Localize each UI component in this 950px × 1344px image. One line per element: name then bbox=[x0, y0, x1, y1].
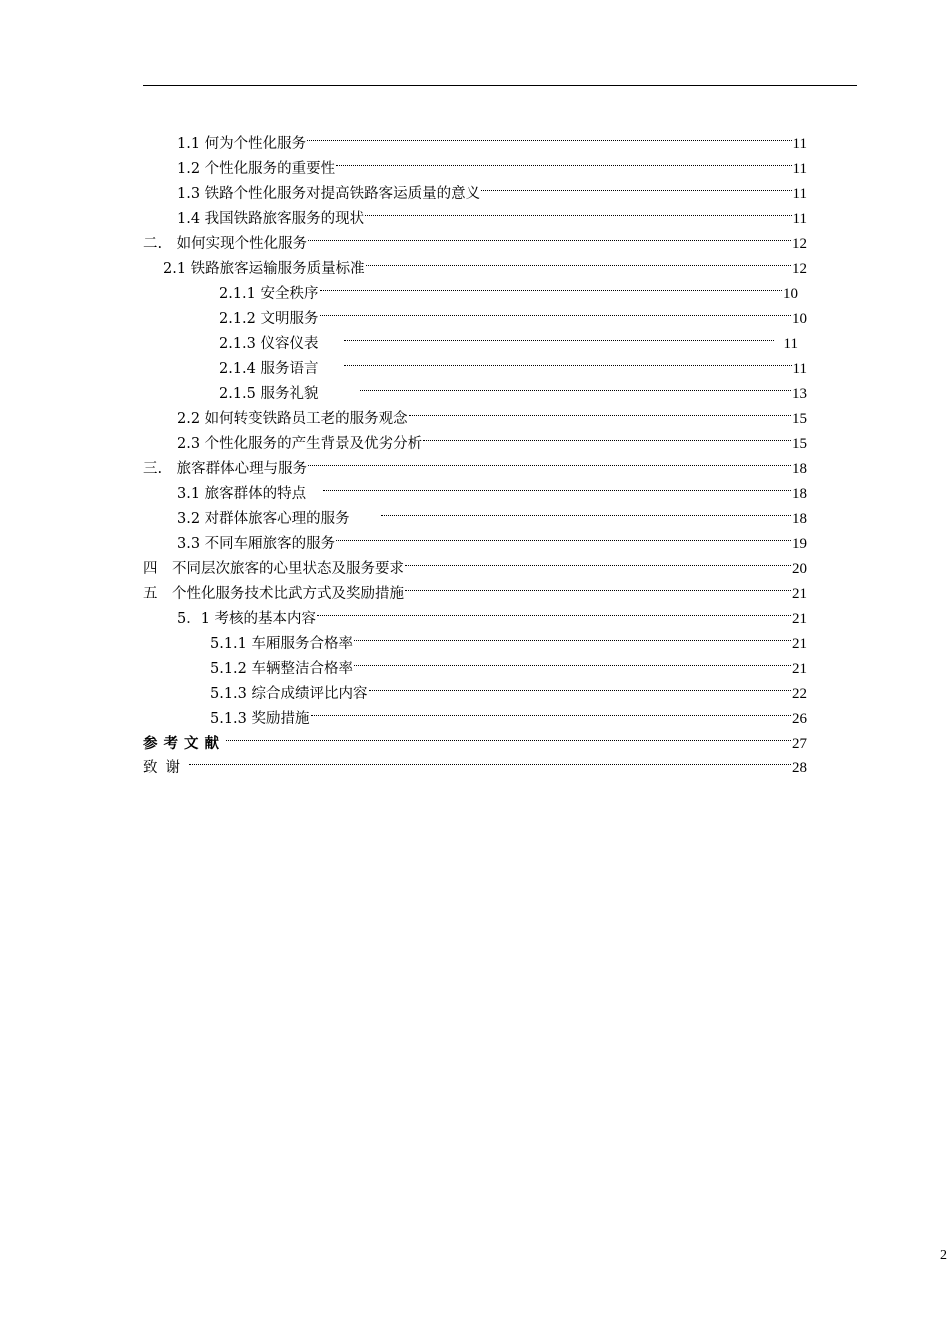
toc-entry-2-1-2[interactable] bbox=[219, 298, 807, 327]
toc-entry-2-3[interactable] bbox=[177, 423, 807, 452]
toc-entry-text: 五 个性化服务技术比武方式及奖励措施 bbox=[143, 586, 404, 602]
toc-page-number: 18 bbox=[792, 486, 807, 502]
toc-leader-dots bbox=[336, 523, 791, 548]
toc-page-number: 10 bbox=[792, 311, 807, 327]
toc-page-number: 22 bbox=[792, 686, 807, 702]
toc-leader-dots bbox=[308, 223, 791, 248]
toc-entry-5-1[interactable] bbox=[177, 598, 807, 627]
toc-entry-3-2[interactable] bbox=[177, 498, 807, 527]
toc-leader-dots bbox=[405, 573, 791, 598]
toc-entry-3-1[interactable] bbox=[177, 473, 807, 502]
toc-entry-text: 四 不同层次旅客的心里状态及服务要求 bbox=[143, 561, 404, 577]
toc-leader-dots bbox=[189, 747, 791, 772]
toc-entry-acknowledgements[interactable] bbox=[143, 747, 807, 776]
toc-page-number: 26 bbox=[792, 711, 807, 727]
toc-entry-5-1-3-reward[interactable] bbox=[210, 698, 807, 727]
toc-entry-text: 5.1.3 奖励措施 bbox=[210, 711, 310, 727]
toc-leader-dots bbox=[365, 198, 791, 223]
toc-entry-chapter-2[interactable] bbox=[143, 223, 807, 252]
toc-page-number: 11 bbox=[792, 161, 807, 177]
toc-leader-dots bbox=[354, 623, 791, 648]
toc-leader-dots bbox=[317, 598, 791, 623]
toc-page-number: 21 bbox=[792, 611, 807, 627]
page-number: 2 bbox=[940, 1248, 947, 1263]
toc-entry-3-3[interactable] bbox=[177, 523, 807, 552]
toc-page-number: 11 bbox=[792, 186, 807, 202]
toc-leader-dots bbox=[366, 248, 791, 273]
toc-entry-text: 5．1 考核的基本内容 bbox=[177, 611, 317, 627]
toc-entry-text: 2.2 如何转变铁路员工老的服务观念 bbox=[177, 411, 408, 427]
toc-entry-text: 2.1 铁路旅客运输服务质量标准 bbox=[163, 261, 365, 277]
toc-leader-dots bbox=[409, 398, 791, 423]
toc-leader-dots bbox=[481, 173, 791, 198]
toc-leader-dots bbox=[320, 273, 782, 298]
toc-entry-text: 二. 如何实现个性化服务 bbox=[143, 236, 308, 252]
toc-entry-text: 2.1.1 安全秩序 bbox=[219, 286, 319, 302]
toc-leader-dots bbox=[308, 448, 791, 473]
toc-leader-dots bbox=[381, 498, 791, 523]
toc-leader-dots bbox=[344, 348, 792, 373]
toc-page-number: 15 bbox=[792, 411, 807, 427]
toc-leader-dots bbox=[354, 648, 791, 673]
toc-entry-text: 1.2 个性化服务的重要性 bbox=[177, 161, 336, 177]
toc-entry-chapter-4[interactable] bbox=[143, 548, 807, 577]
toc-entry-text: 1.1 何为个性化服务 bbox=[177, 136, 307, 152]
toc-leader-dots bbox=[311, 698, 791, 723]
toc-entry-text: 1.3 铁路个性化服务对提高铁路客运质量的意义 bbox=[177, 186, 481, 202]
toc-leader-dots bbox=[344, 323, 774, 348]
toc-entry-1-1[interactable] bbox=[177, 123, 807, 152]
header-rule bbox=[143, 85, 857, 86]
toc-page-number: 12 bbox=[792, 261, 807, 277]
toc-page-number: 27 bbox=[792, 736, 807, 752]
toc-leader-dots bbox=[320, 298, 791, 323]
toc-entry-text: 5.1.3 综合成绩评比内容 bbox=[210, 686, 368, 702]
toc-page-number: 20 bbox=[792, 561, 807, 577]
toc-entry-text: 三. 旅客群体心理与服务 bbox=[143, 461, 308, 477]
toc-page-number: 18 bbox=[792, 461, 807, 477]
toc-leader-dots bbox=[307, 123, 791, 148]
toc-entry-text: 致谢 bbox=[143, 760, 188, 776]
toc-entry-text: 2.1.2 文明服务 bbox=[219, 311, 319, 327]
toc-page-number: 28 bbox=[792, 760, 807, 776]
toc-page-number: 19 bbox=[792, 536, 807, 552]
toc-leader-dots bbox=[360, 373, 791, 398]
toc-page-number: 21 bbox=[792, 636, 807, 652]
toc-entry-1-3[interactable] bbox=[177, 173, 807, 202]
toc-leader-dots bbox=[369, 673, 791, 698]
toc-entry-text: 3.3 不同车厢旅客的服务 bbox=[177, 536, 336, 552]
toc-entry-2-1-4[interactable] bbox=[219, 348, 807, 377]
toc-leader-dots bbox=[423, 423, 791, 448]
toc-leader-dots bbox=[336, 148, 791, 173]
toc-entry-2-1-1[interactable] bbox=[219, 273, 798, 302]
toc-page-number: 11 bbox=[792, 136, 807, 152]
toc-page-number: 12 bbox=[792, 236, 807, 252]
toc-entry-2-1-5[interactable] bbox=[219, 373, 807, 402]
toc-entry-references[interactable] bbox=[143, 723, 807, 752]
toc-entry-text: 2.1.4 服务语言 bbox=[219, 361, 319, 377]
toc-entry-text: 3.1 旅客群体的特点 bbox=[177, 486, 307, 502]
toc-page-number: 15 bbox=[792, 436, 807, 452]
toc-page-number: 11 bbox=[783, 336, 798, 352]
toc-page-number: 11 bbox=[792, 361, 807, 377]
toc-entry-chapter-5[interactable] bbox=[143, 573, 807, 602]
toc-entry-2-1[interactable] bbox=[163, 248, 807, 277]
toc-entry-text: 5.1.2 车辆整洁合格率 bbox=[210, 661, 354, 677]
toc-page-number: 11 bbox=[792, 211, 807, 227]
toc-page-number: 13 bbox=[792, 386, 807, 402]
toc-entry-5-1-3[interactable] bbox=[210, 673, 807, 702]
toc-leader-dots bbox=[323, 473, 791, 498]
toc-page-number: 10 bbox=[783, 286, 798, 302]
toc-entry-text: 2.1.3 仪容仪表 bbox=[219, 336, 319, 352]
toc-entry-1-2[interactable] bbox=[177, 148, 807, 177]
toc-page-number: 21 bbox=[792, 586, 807, 602]
toc-entry-chapter-3[interactable] bbox=[143, 448, 807, 477]
toc-entry-5-1-1[interactable] bbox=[210, 623, 807, 652]
toc-entry-2-1-3[interactable] bbox=[219, 323, 798, 352]
toc-entry-text: 2.3 个性化服务的产生背景及优劣分析 bbox=[177, 436, 423, 452]
toc-entry-text: 3.2 对群体旅客心理的服务 bbox=[177, 511, 350, 527]
toc-leader-dots bbox=[226, 723, 791, 748]
toc-page-number: 21 bbox=[792, 661, 807, 677]
toc-entry-5-1-2[interactable] bbox=[210, 648, 807, 677]
toc-entry-1-4[interactable] bbox=[177, 198, 807, 227]
toc-entry-text: 参考文献 bbox=[143, 735, 225, 752]
toc-page-number: 18 bbox=[792, 511, 807, 527]
toc-leader-dots bbox=[405, 548, 791, 573]
toc-entry-2-2[interactable] bbox=[177, 398, 807, 427]
toc-entry-text: 5.1.1 车厢服务合格率 bbox=[210, 636, 354, 652]
toc-entry-text: 2.1.5 服务礼貌 bbox=[219, 386, 319, 402]
toc-entry-text: 1.4 我国铁路旅客服务的现状 bbox=[177, 211, 365, 227]
